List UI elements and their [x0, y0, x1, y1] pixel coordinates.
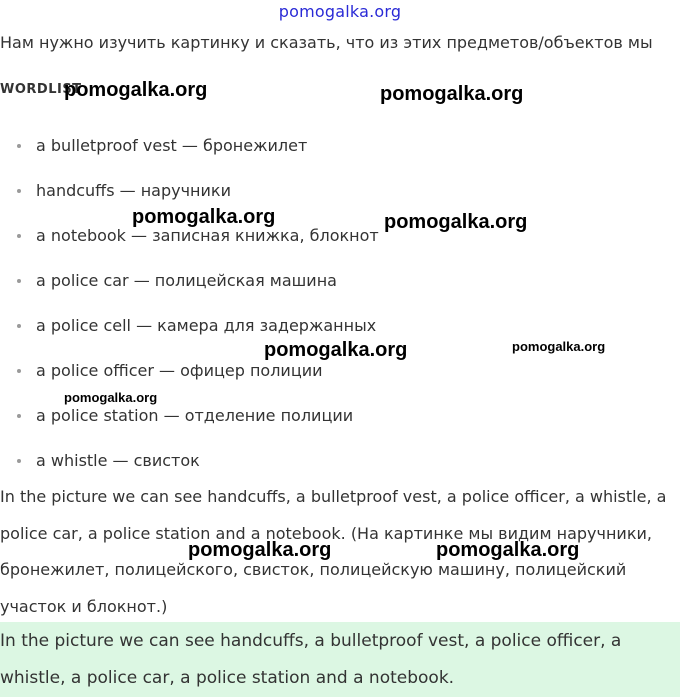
watermark: pomogalka.org: [436, 539, 580, 561]
list-item-text: a police officer — офицер полиции: [36, 361, 323, 380]
list-item-text: a notebook — записная книжка, блокнот: [36, 226, 379, 245]
watermark: pomogalka.org: [64, 390, 158, 405]
list-item: [0, 397, 379, 442]
bullet-icon: [17, 279, 21, 283]
watermark: pomogalka.org: [64, 79, 208, 101]
watermark: pomogalka.org: [380, 83, 524, 105]
watermark: pomogalka.org: [132, 206, 276, 228]
bullet-icon: [17, 459, 21, 463]
intro-text: Нам нужно изучить картинку и сказать, что из этих предметов/объектов мы: [0, 33, 653, 52]
list-item-text: handcuffs — наручники: [36, 181, 231, 200]
bullet-icon: [17, 369, 21, 373]
bullet-icon: [17, 324, 21, 328]
list-item-text: a police cell — камера для задержанных: [36, 316, 377, 335]
list-item: [0, 262, 379, 307]
site-link[interactable]: pomogalka.org: [278, 2, 402, 21]
watermark: pomogalka.org: [512, 339, 606, 354]
watermark: pomogalka.org: [188, 539, 332, 561]
list-item-text: a whistle — свисток: [36, 451, 200, 470]
bullet-icon: [17, 189, 21, 193]
word-list: [0, 127, 379, 487]
list-item: [0, 127, 379, 172]
list-item-text: a bulletproof vest — бронежилет: [36, 136, 308, 155]
bullet-icon: [17, 234, 21, 238]
bullet-icon: [17, 144, 21, 148]
watermark: pomogalka.org: [264, 339, 408, 361]
list-item-text: a police car — полицейская машина: [36, 271, 337, 290]
wordlist-heading: WORDLIST: [0, 82, 82, 97]
answer-paragraph: In the picture we can see handcuffs, a bulletproof vest, a police officer, a whistle, a police car, a police station and a notebook. (На картинке мы видим наручники, бронежилет, полицейского, свисток, полицейскую машину, полицейский участок и блокнот.): [0, 487, 667, 616]
bullet-icon: [17, 414, 21, 418]
watermark: pomogalka.org: [384, 211, 528, 233]
list-item-text: a police station — отделение полиции: [36, 406, 354, 425]
highlight-answer: In the picture we can see handcuffs, a bulletproof vest, a police officer, a whistle, a police car, a police station and a notebook.: [0, 631, 622, 688]
